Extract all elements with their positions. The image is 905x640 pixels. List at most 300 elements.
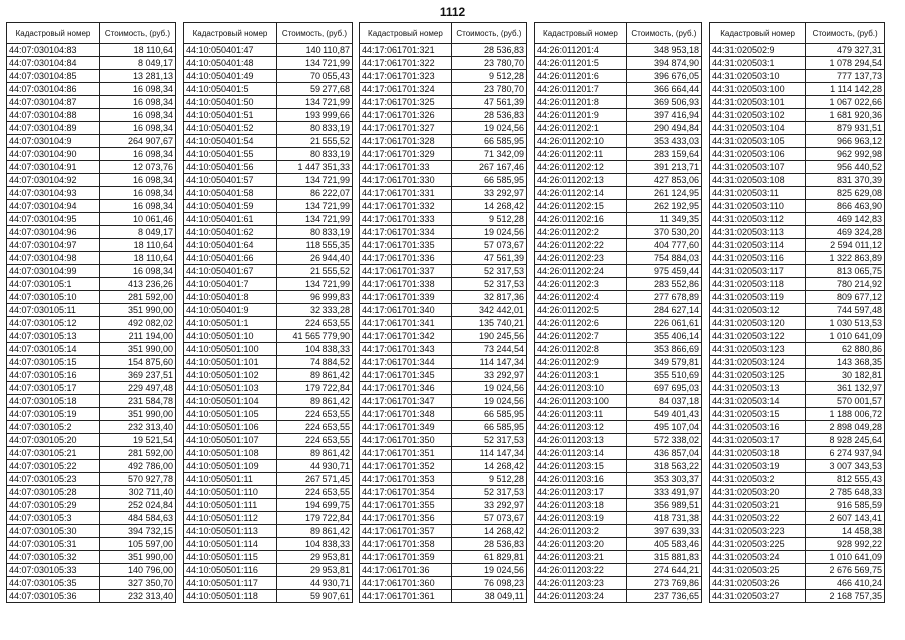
table-row <box>360 226 527 239</box>
cadastral-number-cell: 44:31:020503:12 <box>710 304 806 317</box>
cadastral-number-cell: 44:07:030105:11 <box>7 304 100 317</box>
cost-cell: 495 107,04 <box>626 421 701 434</box>
table-row <box>360 590 527 603</box>
cadastral-number-cell: 44:10:050401:5 <box>184 83 277 96</box>
cost-cell: 89 861,42 <box>276 525 352 538</box>
cadastral-number-cell: 44:26:011203:16 <box>535 473 627 486</box>
cost-cell: 62 880,86 <box>806 343 885 356</box>
cadastral-number-cell: 44:26:011202:13 <box>535 174 627 187</box>
table-row <box>184 408 353 421</box>
cadastral-number-cell: 44:10:050401:52 <box>184 122 277 135</box>
table-row <box>710 460 885 473</box>
cost-cell: 327 350,70 <box>99 577 175 590</box>
cadastral-number-cell: 44:17:061701:333 <box>360 213 452 226</box>
cost-cell: 86 222,07 <box>276 187 352 200</box>
table-row <box>360 486 527 499</box>
table-row <box>184 239 353 252</box>
table-row <box>184 304 353 317</box>
table-row <box>7 161 176 174</box>
table-row <box>535 96 702 109</box>
table-row <box>184 96 353 109</box>
cost-cell: 2 785 648,33 <box>806 486 885 499</box>
table-row <box>535 213 702 226</box>
cadastral-number-header: Кадастровый номер <box>360 23 452 44</box>
cadastral-number-cell: 44:26:011203:15 <box>535 460 627 473</box>
table-row <box>710 187 885 200</box>
table-row <box>7 486 176 499</box>
cost-cell: 16 098,34 <box>99 148 175 161</box>
cadastral-number-cell: 44:17:061701:325 <box>360 96 452 109</box>
cost-cell: 59 277,68 <box>276 83 352 96</box>
cadastral-number-cell: 44:07:030104:88 <box>7 109 100 122</box>
table-row <box>535 382 702 395</box>
cost-header: Стоимость, (руб.) <box>276 23 352 44</box>
cadastral-number-cell: 44:10:050501:116 <box>184 564 277 577</box>
cost-cell: 66 585,95 <box>451 421 526 434</box>
cadastral-number-cell: 44:17:061701:335 <box>360 239 452 252</box>
cadastral-number-cell: 44:07:030105:22 <box>7 460 100 473</box>
cost-cell: 59 907,61 <box>276 590 352 603</box>
cadastral-number-cell: 44:07:030104:84 <box>7 57 100 70</box>
cadastral-number-cell: 44:31:020503:16 <box>710 421 806 434</box>
table-row <box>184 226 353 239</box>
cost-cell: 44 930,71 <box>276 577 352 590</box>
cost-cell: 353 433,03 <box>626 135 701 148</box>
cadastral-number-cell: 44:31:020503:223 <box>710 525 806 538</box>
cost-cell: 366 664,44 <box>626 83 701 96</box>
table-row <box>7 460 176 473</box>
cost-cell: 52 317,53 <box>451 486 526 499</box>
cost-cell: 84 037,18 <box>626 395 701 408</box>
table-row <box>184 421 353 434</box>
table-row <box>7 122 176 135</box>
cadastral-number-cell: 44:10:050501:108 <box>184 447 277 460</box>
cost-cell: 261 124,95 <box>626 187 701 200</box>
cadastral-number-cell: 44:26:011202:15 <box>535 200 627 213</box>
cadastral-number-cell: 44:17:061701:329 <box>360 148 452 161</box>
cost-cell: 135 740,21 <box>451 317 526 330</box>
table-row <box>184 369 353 382</box>
cost-cell: 29 953,81 <box>276 564 352 577</box>
cost-cell: 89 861,42 <box>276 447 352 460</box>
cadastral-number-cell: 44:07:030104:99 <box>7 265 100 278</box>
table-row <box>535 239 702 252</box>
table-row <box>710 200 885 213</box>
cadastral-number-cell: 44:10:050501:105 <box>184 408 277 421</box>
cadastral-number-cell: 44:10:050501:110 <box>184 486 277 499</box>
table-row <box>7 382 176 395</box>
cost-table-1 <box>6 22 176 603</box>
cost-cell: 1 010 641,09 <box>806 330 885 343</box>
cost-cell: 194 699,75 <box>276 499 352 512</box>
table-row <box>360 564 527 577</box>
cost-table-3 <box>359 22 527 603</box>
cadastral-number-cell: 44:07:030104:9 <box>7 135 100 148</box>
cost-cell: 33 292,97 <box>451 369 526 382</box>
cost-cell: 28 536,83 <box>451 109 526 122</box>
cadastral-number-cell: 44:17:061701:334 <box>360 226 452 239</box>
table-row <box>710 239 885 252</box>
cadastral-number-cell: 44:10:050401:8 <box>184 291 277 304</box>
cadastral-number-cell: 44:10:050401:9 <box>184 304 277 317</box>
cadastral-number-cell: 44:26:011201:7 <box>535 83 627 96</box>
cost-cell: 744 597,48 <box>806 304 885 317</box>
table-header-row <box>360 23 527 44</box>
cost-cell: 19 024,56 <box>451 382 526 395</box>
cost-cell: 32 333,28 <box>276 304 352 317</box>
cost-cell: 224 653,55 <box>276 486 352 499</box>
cadastral-number-cell: 44:26:011202:4 <box>535 291 627 304</box>
table-row <box>535 278 702 291</box>
cadastral-number-cell: 44:17:061701:331 <box>360 187 452 200</box>
cost-cell: 105 597,00 <box>99 538 175 551</box>
table-row <box>535 174 702 187</box>
cost-cell: 179 722,84 <box>276 512 352 525</box>
cost-cell: 1 030 513,53 <box>806 317 885 330</box>
table-row <box>535 447 702 460</box>
cost-cell: 777 137,73 <box>806 70 885 83</box>
cadastral-number-cell: 44:31:020503:15 <box>710 408 806 421</box>
cost-cell: 479 327,31 <box>806 44 885 57</box>
table-row <box>184 525 353 538</box>
table-row <box>535 343 702 356</box>
cost-cell: 369 506,93 <box>626 96 701 109</box>
table-row <box>710 109 885 122</box>
table-row <box>710 278 885 291</box>
table-row <box>710 590 885 603</box>
cost-cell: 2 898 049,28 <box>806 421 885 434</box>
cost-cell: 418 731,38 <box>626 512 701 525</box>
cost-cell: 342 442,01 <box>451 304 526 317</box>
table-row <box>360 538 527 551</box>
table-row <box>7 213 176 226</box>
cost-cell: 232 313,40 <box>99 590 175 603</box>
cadastral-number-cell: 44:26:011202:12 <box>535 161 627 174</box>
cadastral-number-cell: 44:07:030105:15 <box>7 356 100 369</box>
cadastral-number-cell: 44:17:061701:352 <box>360 460 452 473</box>
cadastral-number-cell: 44:17:061701:361 <box>360 590 452 603</box>
table-row <box>184 187 353 200</box>
cost-cell: 16 098,34 <box>99 174 175 187</box>
table-header-row <box>184 23 353 44</box>
table-row <box>535 109 702 122</box>
table-row <box>184 551 353 564</box>
table-row <box>7 200 176 213</box>
cost-cell: 104 838,33 <box>276 538 352 551</box>
cost-cell: 134 721,99 <box>276 57 352 70</box>
table-row <box>535 395 702 408</box>
table-row <box>184 577 353 590</box>
cost-cell: 66 585,95 <box>451 408 526 421</box>
table-row <box>360 148 527 161</box>
table-row <box>184 135 353 148</box>
cost-cell: 353 303,37 <box>626 473 701 486</box>
cadastral-number-cell: 44:07:030105:10 <box>7 291 100 304</box>
cadastral-number-cell: 44:10:050401:66 <box>184 252 277 265</box>
cadastral-number-cell: 44:07:030105:14 <box>7 343 100 356</box>
cadastral-number-cell: 44:17:061701:356 <box>360 512 452 525</box>
cost-cell: 290 494,84 <box>626 122 701 135</box>
cost-cell: 283 552,86 <box>626 278 701 291</box>
cost-cell: 1 078 294,54 <box>806 57 885 70</box>
cost-cell: 283 159,64 <box>626 148 701 161</box>
cost-cell: 9 512,28 <box>451 473 526 486</box>
cadastral-number-cell: 44:07:030104:97 <box>7 239 100 252</box>
cost-cell: 73 244,54 <box>451 343 526 356</box>
table-row <box>535 551 702 564</box>
table-row <box>535 57 702 70</box>
table-row <box>360 395 527 408</box>
table-row <box>535 577 702 590</box>
cadastral-number-cell: 44:26:011203:11 <box>535 408 627 421</box>
table-row <box>184 200 353 213</box>
cadastral-number-cell: 44:17:061701:348 <box>360 408 452 421</box>
cadastral-number-cell: 44:07:030104:94 <box>7 200 100 213</box>
cadastral-number-cell: 44:10:050501:102 <box>184 369 277 382</box>
cadastral-number-cell: 44:26:011201:5 <box>535 57 627 70</box>
cadastral-number-cell: 44:26:011203:12 <box>535 421 627 434</box>
cost-cell: 18 110,64 <box>99 44 175 57</box>
cost-cell: 134 721,99 <box>276 200 352 213</box>
cost-cell: 38 049,11 <box>451 590 526 603</box>
cadastral-number-cell: 44:31:020503:225 <box>710 538 806 551</box>
cadastral-number-cell: 44:17:061701:351 <box>360 447 452 460</box>
cadastral-number-cell: 44:10:050501:1 <box>184 317 277 330</box>
cost-cell: 26 944,40 <box>276 252 352 265</box>
table-row <box>7 265 176 278</box>
cadastral-number-cell: 44:26:011203:13 <box>535 434 627 447</box>
table-row <box>184 278 353 291</box>
table-row <box>184 44 353 57</box>
cost-cell: 52 317,53 <box>451 434 526 447</box>
cost-cell: 394 732,15 <box>99 525 175 538</box>
cost-table-4 <box>534 22 702 603</box>
table-row <box>7 538 176 551</box>
cadastral-number-cell: 44:31:020503:2 <box>710 473 806 486</box>
cost-cell: 1 447 351,33 <box>276 161 352 174</box>
tables-container <box>0 22 905 622</box>
cadastral-number-cell: 44:10:050501:11 <box>184 473 277 486</box>
cost-cell: 52 317,53 <box>451 265 526 278</box>
table-row <box>184 343 353 356</box>
table-row <box>710 434 885 447</box>
cadastral-number-cell: 44:26:011202:7 <box>535 330 627 343</box>
cadastral-number-cell: 44:31:020503:114 <box>710 239 806 252</box>
cadastral-number-cell: 44:17:061701:357 <box>360 525 452 538</box>
table-row <box>184 265 353 278</box>
table-row <box>360 577 527 590</box>
cadastral-number-cell: 44:17:061701:360 <box>360 577 452 590</box>
cadastral-number-cell: 44:31:020503:11 <box>710 187 806 200</box>
cadastral-number-cell: 44:31:020503:13 <box>710 382 806 395</box>
table-row <box>7 395 176 408</box>
cadastral-number-cell: 44:31:020503:122 <box>710 330 806 343</box>
cost-cell: 80 833,19 <box>276 148 352 161</box>
table-row <box>710 57 885 70</box>
cost-cell: 16 098,34 <box>99 200 175 213</box>
cadastral-number-cell: 44:10:050501:111 <box>184 499 277 512</box>
table-row <box>184 330 353 343</box>
cadastral-number-cell: 44:10:050501:118 <box>184 590 277 603</box>
table-header-row <box>710 23 885 44</box>
table-row <box>7 278 176 291</box>
cost-cell: 6 274 937,94 <box>806 447 885 460</box>
cadastral-number-cell: 44:26:011203:10 <box>535 382 627 395</box>
table-row <box>7 499 176 512</box>
table-row <box>535 564 702 577</box>
cost-cell: 74 884,52 <box>276 356 352 369</box>
cadastral-number-cell: 44:26:011203:20 <box>535 538 627 551</box>
cadastral-number-cell: 44:31:020503:112 <box>710 213 806 226</box>
table-row <box>184 512 353 525</box>
table-row <box>710 577 885 590</box>
cadastral-number-cell: 44:26:011203:22 <box>535 564 627 577</box>
table-row <box>360 304 527 317</box>
cadastral-number-cell: 44:26:011201:4 <box>535 44 627 57</box>
cadastral-number-cell: 44:10:050401:55 <box>184 148 277 161</box>
cadastral-number-cell: 44:17:061701:344 <box>360 356 452 369</box>
cadastral-number-cell: 44:07:030105:36 <box>7 590 100 603</box>
cost-cell: 23 780,70 <box>451 57 526 70</box>
cost-cell: 224 653,55 <box>276 434 352 447</box>
table-row <box>7 44 176 57</box>
cost-cell: 61 829,81 <box>451 551 526 564</box>
table-row <box>710 551 885 564</box>
table-row <box>710 291 885 304</box>
table-row <box>7 317 176 330</box>
table-row <box>7 109 176 122</box>
table-row <box>360 512 527 525</box>
cadastral-number-cell: 44:26:011202:8 <box>535 343 627 356</box>
table-row <box>7 525 176 538</box>
cost-cell: 16 098,34 <box>99 109 175 122</box>
cadastral-number-cell: 44:17:061701:338 <box>360 278 452 291</box>
cost-cell: 572 338,02 <box>626 434 701 447</box>
cadastral-number-cell: 44:07:030104:96 <box>7 226 100 239</box>
table-row <box>360 96 527 109</box>
table-row <box>710 226 885 239</box>
table-row <box>184 382 353 395</box>
cadastral-number-cell: 44:26:011203:17 <box>535 486 627 499</box>
cadastral-number-cell: 44:17:061701:328 <box>360 135 452 148</box>
cadastral-number-cell: 44:31:020503:105 <box>710 135 806 148</box>
cost-cell: 1 010 641,09 <box>806 551 885 564</box>
cost-cell: 190 245,56 <box>451 330 526 343</box>
cadastral-number-cell: 44:10:050501:114 <box>184 538 277 551</box>
cost-cell: 348 953,18 <box>626 44 701 57</box>
table-row <box>360 239 527 252</box>
cadastral-number-cell: 44:07:030105:12 <box>7 317 100 330</box>
cadastral-number-cell: 44:10:050401:67 <box>184 265 277 278</box>
table-row <box>7 252 176 265</box>
table-row <box>535 460 702 473</box>
cadastral-number-cell: 44:07:030104:86 <box>7 83 100 96</box>
table-row <box>710 395 885 408</box>
cadastral-number-cell: 44:26:011203:19 <box>535 512 627 525</box>
table-row <box>7 330 176 343</box>
table-row <box>360 265 527 278</box>
cost-cell: 697 695,03 <box>626 382 701 395</box>
cost-cell: 29 953,81 <box>276 551 352 564</box>
table-row <box>7 551 176 564</box>
cost-cell: 1 188 006,72 <box>806 408 885 421</box>
cost-cell: 14 268,42 <box>451 525 526 538</box>
table-row <box>360 291 527 304</box>
table-row <box>360 460 527 473</box>
cost-cell: 812 555,43 <box>806 473 885 486</box>
cost-cell: 1 067 022,66 <box>806 96 885 109</box>
cost-cell: 21 555,52 <box>276 265 352 278</box>
cadastral-number-cell: 44:17:061701:33 <box>360 161 452 174</box>
table-row <box>184 57 353 70</box>
table-row <box>184 109 353 122</box>
cadastral-number-cell: 44:07:030105:13 <box>7 330 100 343</box>
cadastral-number-cell: 44:26:011202:3 <box>535 278 627 291</box>
cadastral-number-cell: 44:10:050501:103 <box>184 382 277 395</box>
cadastral-number-cell: 44:31:020503:26 <box>710 577 806 590</box>
table-row <box>7 96 176 109</box>
cadastral-number-cell: 44:31:020503:20 <box>710 486 806 499</box>
cost-cell: 16 098,34 <box>99 122 175 135</box>
table-row <box>710 265 885 278</box>
cadastral-number-cell: 44:17:061701:36 <box>360 564 452 577</box>
table-row <box>710 538 885 551</box>
cadastral-number-cell: 44:07:030105:2 <box>7 421 100 434</box>
cost-cell: 3 007 343,53 <box>806 460 885 473</box>
cadastral-number-cell: 44:26:011201:8 <box>535 96 627 109</box>
table-row <box>535 330 702 343</box>
cost-cell: 315 881,83 <box>626 551 701 564</box>
cadastral-number-cell: 44:07:030105:17 <box>7 382 100 395</box>
cost-cell: 355 406,14 <box>626 330 701 343</box>
cost-cell: 9 512,28 <box>451 70 526 83</box>
cadastral-number-cell: 44:10:050501:10 <box>184 330 277 343</box>
table-row <box>360 382 527 395</box>
table-row <box>710 473 885 486</box>
table-row <box>184 83 353 96</box>
table-row <box>184 486 353 499</box>
cost-cell: 231 584,78 <box>99 395 175 408</box>
cost-cell: 19 024,56 <box>451 564 526 577</box>
cadastral-number-cell: 44:26:011203:23 <box>535 577 627 590</box>
cadastral-number-cell: 44:10:050401:54 <box>184 135 277 148</box>
table-row <box>7 57 176 70</box>
cost-cell: 975 459,44 <box>626 265 701 278</box>
table-row <box>360 122 527 135</box>
table-row <box>360 421 527 434</box>
cost-cell: 211 194,00 <box>99 330 175 343</box>
cadastral-number-cell: 44:17:061701:321 <box>360 44 452 57</box>
cadastral-number-cell: 44:07:030104:87 <box>7 96 100 109</box>
cost-cell: 96 999,83 <box>276 291 352 304</box>
cost-cell: 436 857,04 <box>626 447 701 460</box>
cadastral-number-cell: 44:07:030104:95 <box>7 213 100 226</box>
cost-cell: 16 098,34 <box>99 83 175 96</box>
cost-cell: 281 592,00 <box>99 291 175 304</box>
table-row <box>710 486 885 499</box>
cadastral-number-cell: 44:10:050401:47 <box>184 44 277 57</box>
cadastral-number-cell: 44:07:030105:31 <box>7 538 100 551</box>
cost-cell: 391 213,71 <box>626 161 701 174</box>
table-row <box>360 369 527 382</box>
cost-cell: 405 583,46 <box>626 538 701 551</box>
table-row <box>535 148 702 161</box>
cadastral-number-cell: 44:17:061701:354 <box>360 486 452 499</box>
cost-cell: 10 061,46 <box>99 213 175 226</box>
cadastral-number-cell: 44:31:020503:100 <box>710 83 806 96</box>
table-row <box>360 330 527 343</box>
cadastral-number-cell: 44:26:011203:100 <box>535 395 627 408</box>
